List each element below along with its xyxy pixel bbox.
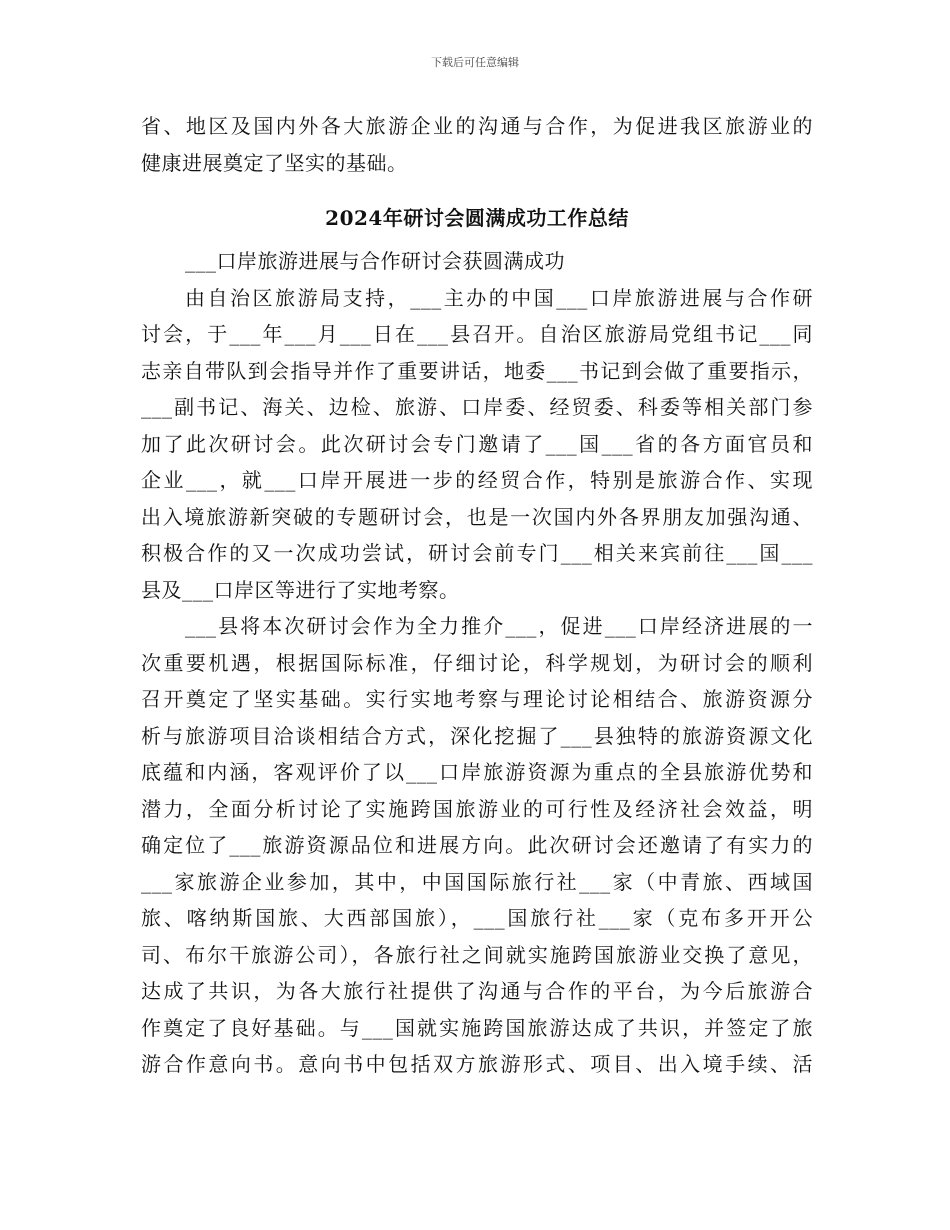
paragraph-1-line: 积极合作的又一次成功尝试，研讨会前专门___相关来宾前往___国___ <box>141 541 813 565</box>
paragraph-2-line: 召开奠定了坚实基础。实行实地考察与理论讨论相结合、旅游资源分 <box>141 687 813 711</box>
paragraph-2-line: 达成了共识，为各大旅行社提供了沟通与合作的平台，为今后旅游合 <box>141 979 813 1003</box>
paragraph-2-line: ___县将本次研讨会作为全力推介___，促进___口岸经济进展的一 <box>185 614 813 638</box>
intro-line-2: 健康进展奠定了坚实的基础。 <box>141 150 408 175</box>
paragraph-2-line: 作奠定了良好基础。与___国就实施跨国旅游达成了共识，并签定了旅 <box>141 1015 813 1040</box>
paragraph-2-line: 次重要机遇，根据国际标准，仔细讨论，科学规划，为研讨会的顺利 <box>141 650 813 675</box>
paragraph-2-line: 确定位了___旅游资源品位和进展方向。此次研讨会还邀请了有实力的 <box>141 833 813 857</box>
paragraph-1 <box>141 280 813 609</box>
paragraph-2-line: 旅、喀纳斯国旅、大西部国旅），___国旅行社___家（克布多开开公 <box>141 906 813 930</box>
paragraph-2 <box>141 608 813 1083</box>
paragraph-1-line: ___副书记、海关、边检、旅游、口岸委、经贸委、科委等相关部门参 <box>141 395 813 419</box>
paragraph-2-line: ___家旅游企业参加，其中，中国国际旅行社___家（中青旅、西域国 <box>141 869 813 894</box>
paragraph-2-line: 游合作意向书。意向书中包括双方旅游形式、项目、出入境手续、活 <box>141 1052 813 1076</box>
paragraph-1-line: 企业___，就___口岸开展进一步的经贸合作，特别是旅游合作、实现 <box>141 468 813 492</box>
paragraph-1-line: 讨会，于___年___月___日在___县召开。自治区旅游局党组书记___同 <box>141 322 813 346</box>
document-subtitle: ___口岸旅游进展与合作研讨会获圆满成功 <box>185 249 565 273</box>
paragraph-2-line: 潜力，全面分析讨论了实施跨国旅游业的可行性及经济社会效益，明 <box>141 796 813 821</box>
paragraph-2-line: 底蕴和内涵，客观评价了以___口岸旅游资源为重点的全县旅游优势和 <box>141 760 813 784</box>
paragraph-2-line: 司、布尔干旅游公司），各旅行社之间就实施跨国旅游业交换了意见， <box>141 942 813 967</box>
paragraph-2-line: 析与旅游项目洽谈相结合方式，深化挖掘了___县独特的旅游资源文化 <box>141 723 813 748</box>
paragraph-1-line: 加了此次研讨会。此次研讨会专门邀请了___国___省的各方面官员和 <box>141 431 813 456</box>
paragraph-1-line: 由自治区旅游局支持，___主办的中国___口岸旅游进展与合作研 <box>185 285 813 310</box>
document-title: 2024年研讨会圆满成功工作总结 <box>325 206 629 230</box>
page-header-note: 下载后可任意编辑 <box>431 56 519 69</box>
paragraph-1-line: 县及___口岸区等进行了实地考察。 <box>141 577 460 602</box>
paragraph-1-line: 出入境旅游新突破的专题研讨会，也是一次国内外各界朋友加强沟通、 <box>141 504 813 529</box>
paragraph-1-line: 志亲自带队到会指导并作了重要讲话，地委___书记到会做了重要指示， <box>141 358 813 383</box>
intro-line-1: 省、地区及国内外各大旅游企业的沟通与合作，为促进我区旅游业的 <box>141 114 813 138</box>
document-body <box>141 108 813 1083</box>
